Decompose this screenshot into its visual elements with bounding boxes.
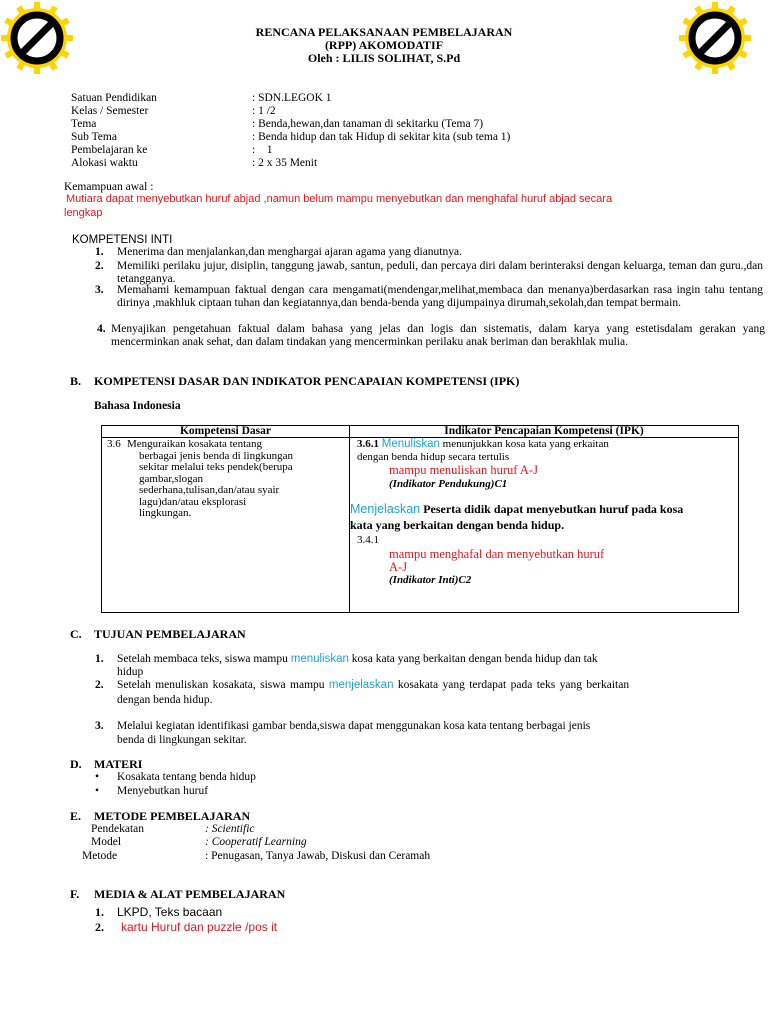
ki-item: [95, 284, 763, 324]
ipk-code: 3.6.1: [357, 438, 379, 450]
table-header-ipk: Indikator Pencapaian Kompetensi (IPK): [350, 426, 739, 438]
doc-subtitle: (RPP) AKOMODATIF: [324, 38, 444, 52]
tujuan-text: Setelah membaca teks, siswa mampu: [117, 653, 291, 665]
kd-line: lingkungan.: [139, 507, 192, 519]
kd-line: berbagai jenis benda di lingkungan: [139, 449, 293, 462]
ipk-bold-text: Peserta didik dapat menyebutkan huruf pada kosa: [423, 502, 684, 516]
tujuan-text: kosakata yang terdapat pada teks yang berkaitan: [393, 679, 630, 691]
section-letter: C.: [70, 627, 82, 641]
section-f-heading: [70, 887, 285, 902]
identity-label: Alokasi waktu: [71, 157, 138, 169]
doc-title: RENCANA PELAKSANAAN PEMBELAJARAN: [255, 25, 513, 39]
identity-value: : Benda,hewan,dan tanaman di sekitarku (Tema 7): [252, 118, 484, 130]
tujuan-item: [95, 653, 755, 679]
metode-label: Metode: [82, 850, 118, 862]
tujuan-verb: menuliskan: [290, 653, 349, 665]
tujuan-number: 2.: [95, 679, 104, 691]
identity-label: Kelas / Semester: [71, 105, 149, 117]
tujuan-line: hidup: [117, 666, 144, 678]
section-letter: D.: [70, 757, 82, 771]
media-number: 2.: [95, 920, 104, 934]
ipk-text: menunjukkan kosa kata yang erkaitan: [442, 438, 609, 450]
ki-text: Menyajikan pengetahuan faktual dalam bahasa yang jelas dan logis dan sistematis, dalam karya yang estetisdalam gerakan yang mencerminkan anak sehat, dan dalam tindakan yang mencerminkan perilaku anak beriman dan berakhlak mulia.: [111, 323, 765, 348]
tujuan-text: Setelah menuliskan kosakata, siswa mampu: [117, 679, 329, 691]
ipk-line-2: dengan benda hidup secara tertulis: [357, 451, 510, 463]
section-title: KOMPETENSI DASAR DAN INDIKATOR PENCAPAIAN KOMPETENSI (IPK): [94, 374, 520, 388]
section-letter: B.: [70, 374, 82, 388]
tujuan-text: kosa kata yang berkaitan dengan benda hidup dan tak: [348, 653, 598, 665]
kd-cell: [102, 438, 350, 613]
section-title: TUJUAN PEMBELAJARAN: [94, 627, 246, 641]
ki-text: Memahami kemampuan faktual dengan cara mengamati(mendengar,melihat,membaca dan menanya)berdasarkan rasa ingin tahu tentang dirinya ,makhluk ciptaan tuhan dan kegiatannya,dan benda-benda yang dijumpainya dirumah,sekolah,dan tempat bermain.: [117, 284, 763, 309]
doc-author: Oleh : LILIS SOLIHAT, S.Pd: [307, 51, 461, 65]
identity-value: : 1 /2: [252, 105, 276, 117]
ipk-cell: [350, 438, 739, 613]
kd-number: 3.6: [107, 438, 121, 450]
ki-item: [95, 260, 763, 286]
ipk-red-2b: A-J: [389, 560, 408, 574]
ki-number: 4.: [97, 323, 106, 335]
identity-value: : Benda hidup dan tak Hidup di sekitar kita (sub tema 1): [252, 131, 511, 143]
section-title: MATERI: [94, 757, 143, 771]
ipk-red-1: mampu menuliskan huruf A-J: [389, 463, 538, 477]
identity-label: Sub Tema: [71, 131, 117, 143]
ipk-line-3: [350, 502, 683, 517]
kd-ipk-table: [101, 425, 739, 613]
metode-label: Model: [91, 836, 122, 848]
ki-number: 2.: [95, 260, 104, 272]
identity-label: Satuan Pendidikan: [71, 92, 157, 104]
ipk-indicator-1: (Indikator Pendukung)C1: [389, 478, 508, 490]
tujuan-item: [95, 679, 755, 705]
section-letter: F.: [70, 887, 80, 901]
tujuan-number: 1.: [95, 653, 104, 665]
ipk-verb: Menuliskan: [381, 438, 440, 450]
kd-line: lagu)dan/atau eksplorasi: [139, 495, 247, 508]
media-text: LKPD, Teks bacaan: [117, 905, 223, 919]
kompetensi-inti-title: KOMPETENSI INTI: [72, 234, 173, 246]
section-c-heading: [70, 627, 246, 642]
ipk-code-2: 3.4.1: [357, 534, 379, 546]
tujuan-line: dengan benda hidup.: [117, 694, 213, 706]
section-title: METODE PEMBELAJARAN: [94, 809, 251, 823]
ki-number: 1.: [95, 246, 104, 258]
kemampuan-awal-label: Kemampuan awal :: [64, 181, 154, 193]
table-header-kd: Kompetensi Dasar: [102, 426, 350, 438]
bullet-icon: •: [95, 771, 100, 783]
media-number: 1.: [95, 905, 104, 919]
tujuan-line: benda di lingkungan sekitar.: [117, 734, 247, 746]
tujuan-verb: menjelaskan: [328, 679, 394, 691]
kemampuan-awal-text-1: Mutiara dapat menyebutkan huruf abjad ,namun belum mampu menyebutkan dan menghafal huruf abjad secara: [66, 193, 613, 205]
tujuan-item: [95, 720, 755, 746]
ki-text: Menerima dan menjalankan,dan menghargai ajaran agama yang dianutnya.: [117, 246, 462, 258]
metode-value: : Scientific: [205, 823, 255, 835]
identity-label: Pembelajaran ke: [71, 144, 148, 156]
kd-line: sederhana,tulisan,dan/atau syair: [139, 484, 280, 496]
ki-text: Memiliki perilaku jujur, disiplin, tanggung jawab, santun, peduli, dan percaya diri dalam berinteraksi dengan keluarga, teman dan guru.,dan tetangganya.: [117, 260, 763, 285]
ipk-line-1: [357, 438, 609, 450]
ipk-indicator-2: (Indikator Inti)C2: [389, 574, 472, 586]
identity-value: : 1: [252, 144, 273, 156]
section-letter: E.: [70, 809, 82, 823]
tujuan-line: [117, 679, 755, 692]
ipk-line-4: kata yang berkaitan dengan benda hidup.: [350, 518, 565, 532]
section-title: MEDIA & ALAT PEMBELAJARAN: [94, 887, 286, 901]
bullet-icon: •: [95, 785, 100, 797]
kd-line: sekitar melalui teks pendek(berupa: [139, 461, 293, 473]
identity-value: : 2 x 35 Menit: [252, 157, 318, 169]
materi-text: Menyebutkan huruf: [117, 785, 209, 797]
metode-value: : Cooperatif Learning: [205, 836, 307, 848]
media-item: [95, 920, 278, 935]
ipk-red-2a: mampu menghafal dan menyebutkan huruf: [389, 547, 605, 561]
tujuan-number: 3.: [95, 720, 104, 732]
media-item: [95, 905, 223, 920]
ki-number: 3.: [95, 284, 104, 296]
tujuan-line: [117, 653, 755, 666]
kd-line: gambar,slogan: [139, 472, 204, 485]
ki-item: [95, 246, 763, 259]
ipk-verb: Menjelaskan: [350, 502, 421, 516]
identity-value: : SDN.LEGOK 1: [252, 92, 332, 104]
subject-name: Bahasa Indonesia: [94, 400, 181, 412]
section-b-heading: [70, 374, 519, 389]
media-text: kartu Huruf dan puzzle /pos it: [121, 920, 278, 934]
metode-label: Pendekatan: [91, 823, 145, 835]
kd-line: Menguraikan kosakata tentang: [127, 438, 263, 450]
tujuan-line: Melalui kegiatan identifikasi gambar benda,siswa dapat menggunakan kosa kata tentang berbagai jenis: [117, 720, 591, 732]
kemampuan-awal-text-2: lengkap: [64, 207, 103, 219]
materi-text: Kosakata tentang benda hidup: [117, 771, 256, 783]
identity-label: Tema: [71, 118, 97, 130]
metode-value: : Penugasan, Tanya Jawab, Diskusi dan Ceramah: [205, 850, 431, 862]
